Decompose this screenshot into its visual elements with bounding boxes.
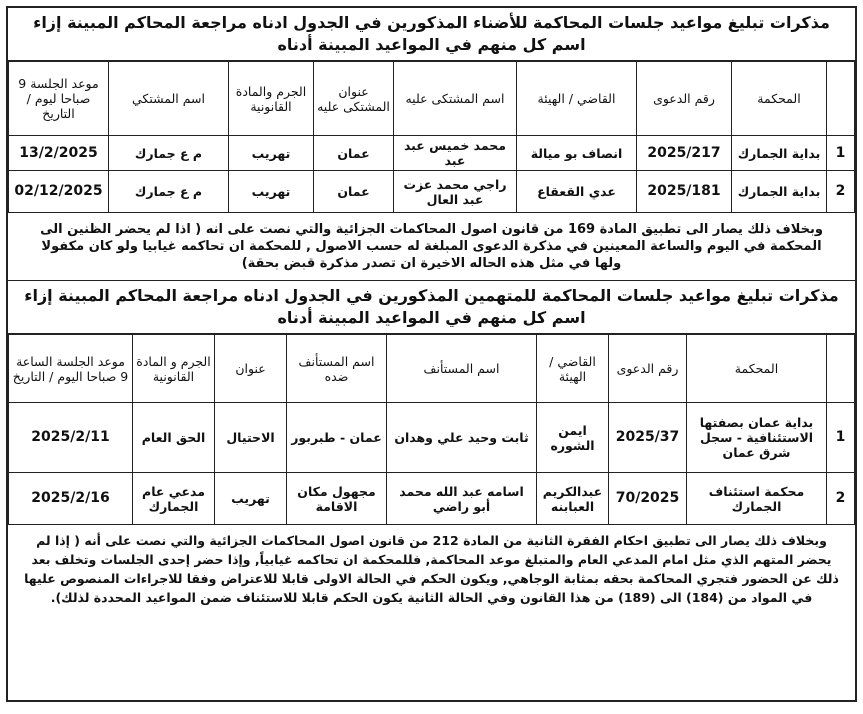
row-crime: تهريب xyxy=(229,136,314,171)
row-seq: 2 xyxy=(827,473,855,525)
table-row xyxy=(9,171,855,213)
row-judge: ايمن الشوره xyxy=(537,403,609,473)
row-judge: انصاف بو ميالة xyxy=(517,136,637,171)
header-court: المحكمة xyxy=(687,335,827,403)
row-date: 2025/2/11 xyxy=(9,403,133,473)
row-case-no: 2025/181 xyxy=(637,171,732,213)
row-address: الاحتيال xyxy=(215,403,287,473)
header-judge: القاضي / الهيئة xyxy=(537,335,609,403)
row-court: بداية عمان بصفتها الاستئنافية - سجل شرق عمان xyxy=(687,403,827,473)
section2-title: مذكرات تبليغ مواعيد جلسات المحاكمة للمتهمين المذكورين في الجدول ادناه مراجعة المحاكم المبينة إزاء اسم كل منهم في المواعيد المبينة أدناه xyxy=(8,281,855,334)
section1-note: وبخلاف ذلك يصار الى تطبيق المادة 169 من قانون اصول المحاكمات الجزائية والتي نصت على انه ( اذا لم يحضر الظنين الى المحكمة في اليوم والساعة المعينين في مذكرة الدعوى المبلغة له حسب الاصول , للمحكمة ان تحاكمه غيابيا ولو كان مكفولا ولها في مثل هذه الحاله الاخيرة ان تصدر مذكرة قبض بحقة) xyxy=(8,213,855,281)
row-seq: 1 xyxy=(827,136,855,171)
row-case-no: 70/2025 xyxy=(609,473,687,525)
header-judge: القاضي / الهيئة xyxy=(517,62,637,136)
row-defendant: محمد خميس عبد عبد xyxy=(394,136,517,171)
header-seq xyxy=(827,335,855,403)
row-date: 02/12/2025 xyxy=(9,171,109,213)
row-crime: مدعي عام الجمارك xyxy=(133,473,215,525)
header-court: المحكمة xyxy=(732,62,827,136)
row-seq: 2 xyxy=(827,171,855,213)
header-crime: الجرم والمادة القانونية xyxy=(229,62,314,136)
header-address: عنوان xyxy=(215,335,287,403)
row-court: بداية الجمارك xyxy=(732,171,827,213)
section1-header-row xyxy=(9,62,855,136)
header-defendant: اسم المشتكى عليه xyxy=(394,62,517,136)
header-case-no: رقم الدعوى xyxy=(609,335,687,403)
row-respondent: مجهول مكان الاقامة xyxy=(287,473,387,525)
row-date: 2025/2/16 xyxy=(9,473,133,525)
row-judge: عدي القعقاع xyxy=(517,171,637,213)
section2-note: وبخلاف ذلك يصار الى تطبيق احكام الفقرة الثانية من المادة 212 من قانون اصول المحاكمات الجزائية والتي نصت على أنه ( إذا لم يحضر المتهم الذي مثل امام المدعي العام والمتبلغ موعد المحاكمة, فللمحكمة ان تحاكمه غيابياً, وإذا حضر إحدى الجلسات وتخلف بعد ذلك عن الحضور فتجري المحاكمة بحقه بمثابة الوجاهي, ويكون الحكم في الحالة الاولى قابلا للاعتراض وفقا للاجراءات المنصوص عليها في المواد من (184) الى (189) من هذا القانون وفي الحالة الثانية يكون الحكم قابلا للاستئناف ضمن المواعيد المحددة لذلك). xyxy=(24,533,839,605)
row-address: عمان xyxy=(314,136,394,171)
header-complainant: اسم المشتكي xyxy=(109,62,229,136)
row-court: بداية الجمارك xyxy=(732,136,827,171)
section1-title: مذكرات تبليغ مواعيد جلسات المحاكمة للأضناء المذكورين في الجدول ادناه مراجعة المحاكم المبينة إزاء اسم كل منهم في المواعيد المبينة أدناه xyxy=(8,8,855,61)
table-row xyxy=(9,136,855,171)
header-crime: الجرم و المادة القانونية xyxy=(133,335,215,403)
header-address: عنوان المشتكى عليه xyxy=(314,62,394,136)
row-address: عمان xyxy=(314,171,394,213)
row-crime: تهريب xyxy=(229,171,314,213)
table-row xyxy=(9,473,855,525)
header-date: موعد الجلسة 9 صباحا ليوم / التاريخ xyxy=(9,62,109,136)
row-defendant: راجي محمد عزت عبد العال xyxy=(394,171,517,213)
header-date: موعد الجلسة الساعة 9 صباحا اليوم / التاريخ xyxy=(9,335,133,403)
header-respondent: اسم المستأنف ضده xyxy=(287,335,387,403)
header-appellant: اسم المستأنف xyxy=(387,335,537,403)
section2-header-row xyxy=(9,335,855,403)
row-appellant: اسامه عبد الله محمد أبو راضي xyxy=(387,473,537,525)
section2-table xyxy=(8,334,855,525)
row-court: محكمة استئناف الجمارك xyxy=(687,473,827,525)
row-complainant: م ع جمارك xyxy=(109,171,229,213)
header-seq xyxy=(827,62,855,136)
header-case-no: رقم الدعوى xyxy=(637,62,732,136)
row-respondent: عمان - طبربور xyxy=(287,403,387,473)
row-appellant: ثابت وحيد علي وهدان xyxy=(387,403,537,473)
row-complainant: م ع جمارك xyxy=(109,136,229,171)
notice-page xyxy=(6,6,857,702)
row-seq: 1 xyxy=(827,403,855,473)
row-address: تهريب xyxy=(215,473,287,525)
section1-table xyxy=(8,61,855,213)
row-crime: الحق العام xyxy=(133,403,215,473)
row-date: 13/2/2025 xyxy=(9,136,109,171)
table-row xyxy=(9,403,855,473)
row-case-no: 2025/37 xyxy=(609,403,687,473)
row-judge: عبدالكريم العبابنه xyxy=(537,473,609,525)
row-case-no: 2025/217 xyxy=(637,136,732,171)
